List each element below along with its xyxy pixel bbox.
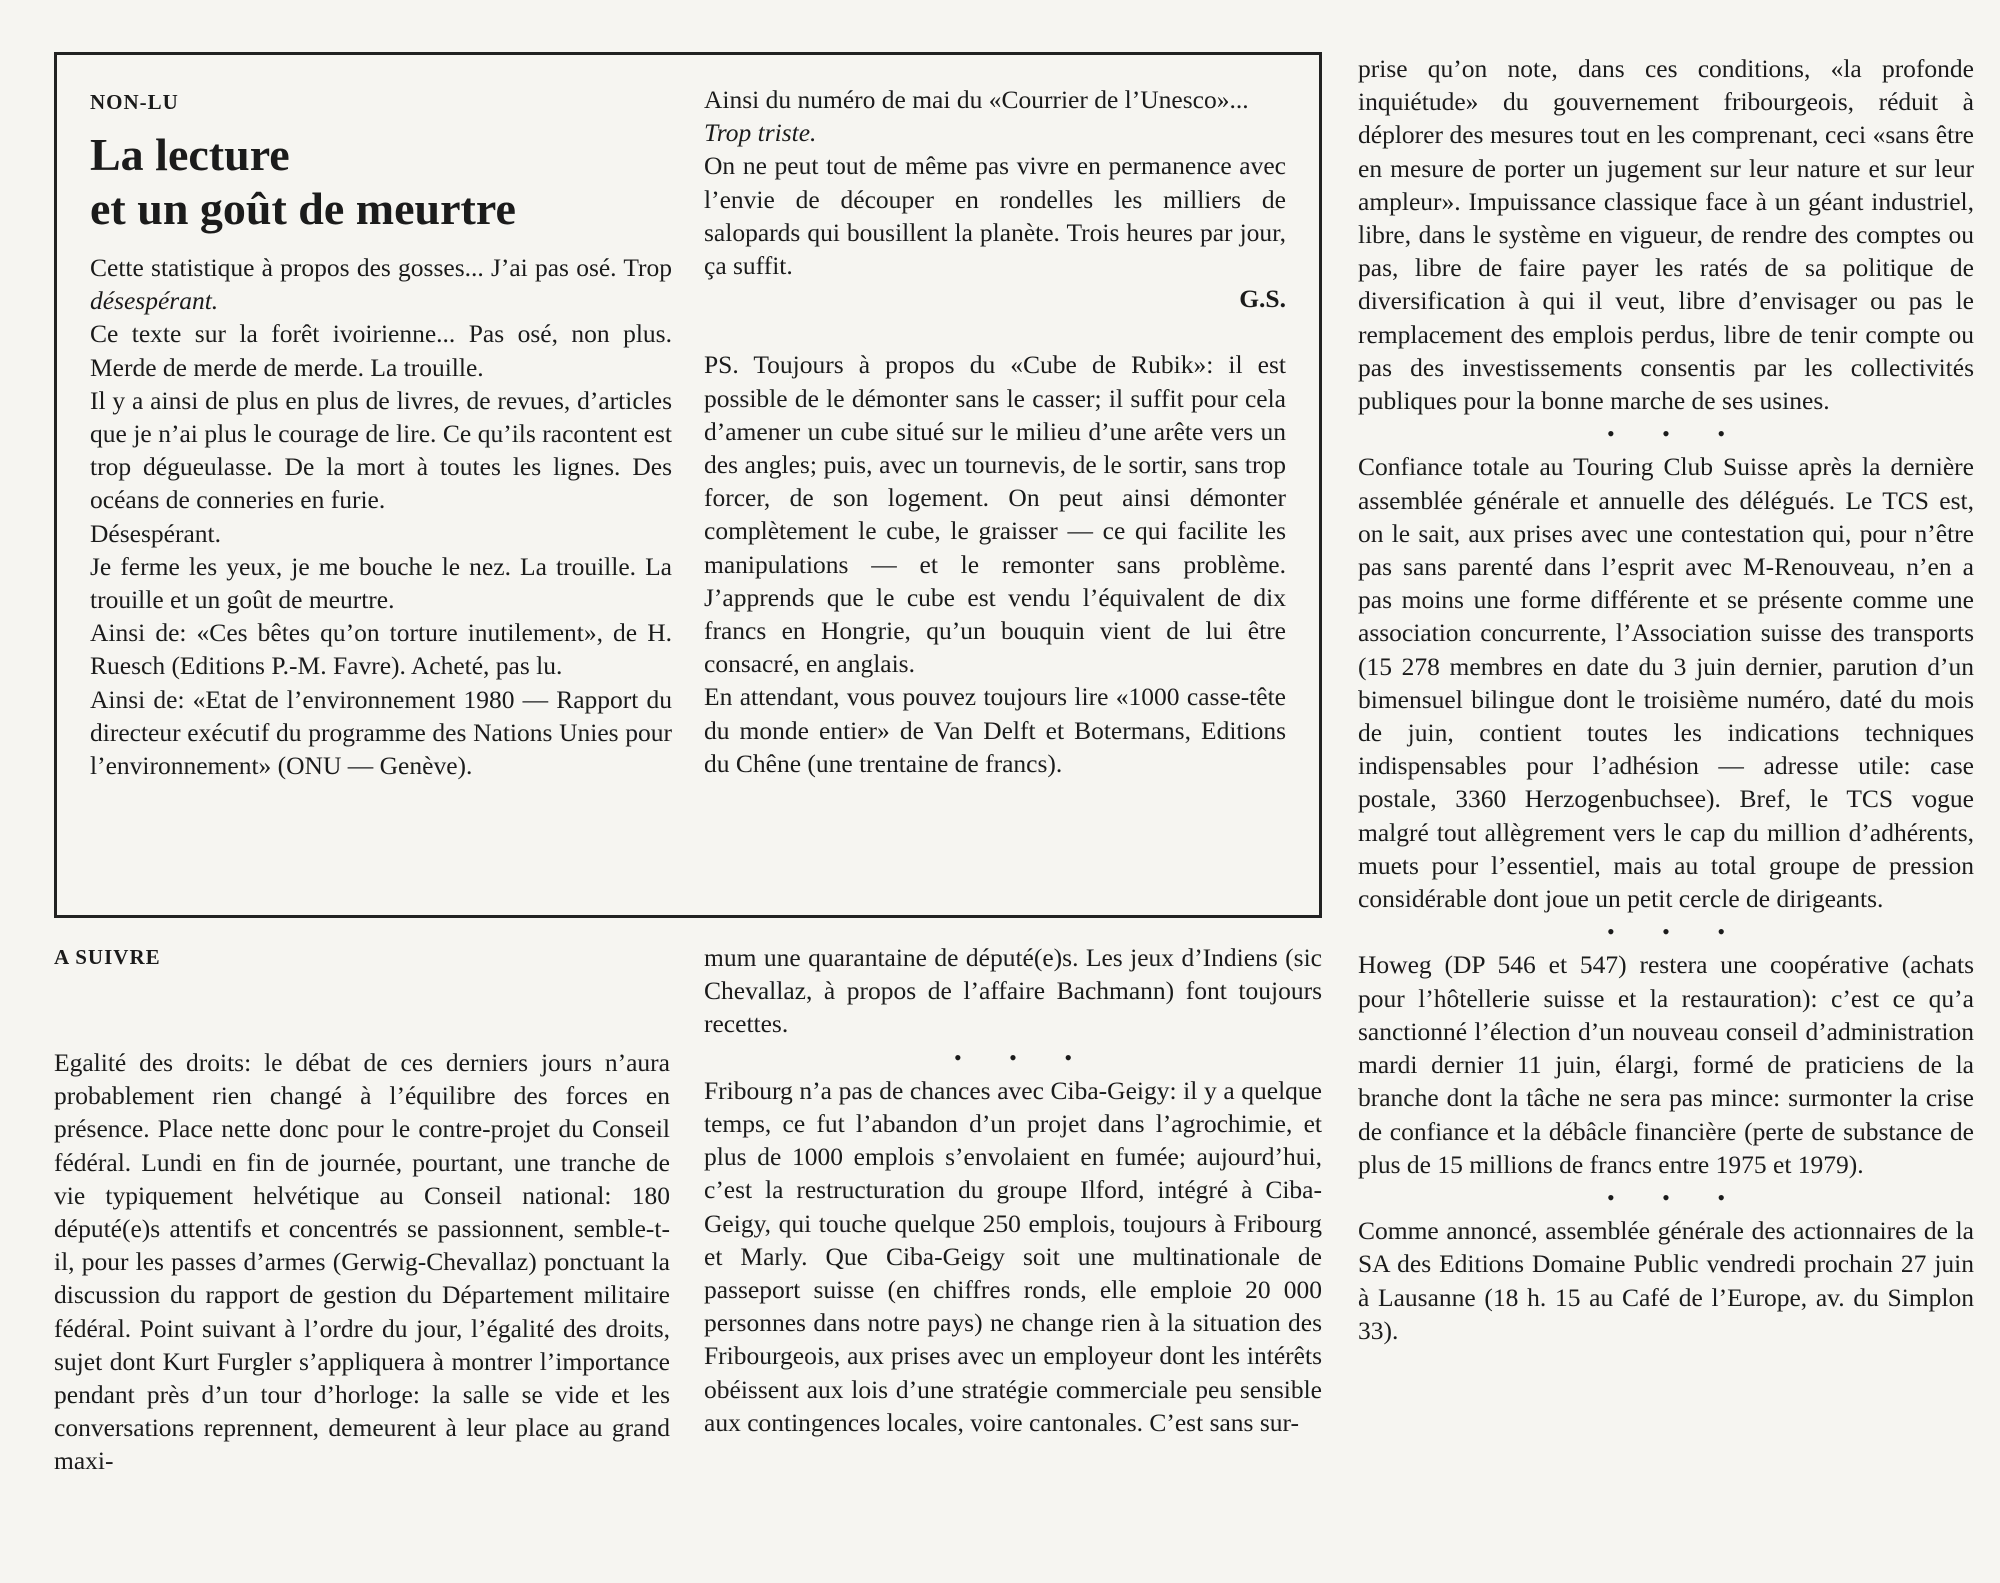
asuivre-col3-paragraph-d: Comme annoncé, assemblée générale des actionnaires de la SA des Editions Domaine Public vendredi prochain 27 juin à Lausanne (18 h. 15 au Café de l’Europe, av. du Simplon 33). <box>1358 1216 1974 1345</box>
nonlu-ps-2: En attendant, vous pouvez toujours lire «1000 casse-tête du monde entier» de Van Delft et Botermans, Editions du Chêne (une trentaine de francs). <box>704 682 1286 778</box>
separator-stars: • • • <box>1606 919 1726 945</box>
headline-line-1: La lecture <box>90 129 290 180</box>
nonlu-paragraph-7: Ainsi de: «Etat de l’environnement 1980 — Rapport du directeur exécutif du programme des Nations Unies pour l’environnement» (ONU — Genève). <box>90 684 672 781</box>
nonlu-ps-1: PS. Toujours à propos du «Cube de Rubik»: il est possible de le démonter sans le casser; il suffit pour cela d’amener un cube situé sur le milieu d’une arête vers un des angles; puis, avec un tournevis, de le sortir, sans trop forcer, de son logement. On peut ainsi démonter complètement le cube, le graisser — ce qui facilite les manipulations — et le remonter sans problème. J’apprends que le cube est vendu l’équivalent de dix francs en Hongrie, qu’un bouquin vient de lui être consacré, en anglais. <box>704 350 1286 679</box>
nonlu-paragraph-1 <box>90 251 672 317</box>
nonlu-paragraph-4: Désespérant. <box>90 518 221 548</box>
asuivre-column-2 <box>704 941 1322 1439</box>
nonlu-paragraph-10: On ne peut tout de même pas vivre en permanence avec l’envie de découper en rondelles les milliers de salopards qui bousillent la planète. Trois heures par jour, ça suffit. <box>704 151 1286 281</box>
separator-stars: • • • <box>1606 1184 1726 1210</box>
nonlu-column-2 <box>704 83 1286 780</box>
asuivre-col3-paragraph-c: Howeg (DP 546 et 547) restera une coopérative (achats pour l’hôtellerie suisse et la restauration): c’est ce qu’a sanctionné l’élection d’un nouveau conseil d’administration mardi dernier 11 juin, élargi, formé de praticiens de la branche dont la tâche ne sera pas mince: surmonter la crise de confiance et la débâcle financière (perte de substance de plus de 15 millions de francs entre 1975 et 1979). <box>1358 950 1974 1179</box>
nonlu-paragraph-9 <box>704 116 1286 149</box>
nonlu-kicker: NON-LU <box>90 90 179 114</box>
nonlu-paragraph-3: Il y a ainsi de plus en plus de livres, de revues, d’articles que je n’ai plus le courage de lire. Ce qu’ils racontent est trop dégueulasse. De la mort à toutes les lignes. Des océans de conneries en furie. <box>90 385 672 515</box>
headline-line-2: et un goût de meurtre <box>90 183 516 234</box>
separator-stars: • • • <box>1606 421 1726 447</box>
p1-emphasis: désespérant. <box>90 286 219 316</box>
asuivre-kicker: A SUIVRE <box>54 945 161 969</box>
asuivre-column-3 <box>1358 52 1974 1347</box>
nonlu-signature: G.S. <box>1239 284 1286 314</box>
asuivre-col3-paragraph-a: prise qu’on note, dans ces conditions, «la profonde inquiétude» du gouvernement fribourgeois, réduit à déplorer des mesures tout en les comprenant, ceci «sans être en mesure de porter un jugement sur leur nature et sur leur ampleur». Impuissance classique face à un géant industriel, libre, dans le système en vigueur, de rendre des comptes ou pas, libre de faire payer les ratés de sa politique de diversification à qui il veut, libre d’envisager ou pas le remplacement des emplois perdus, libre de tenir compte ou pas des investissements consentis par les collectivités publiques pour la bonne marche de ses usines. <box>1358 54 1974 416</box>
p9-emphasis: Trop triste. <box>704 118 817 148</box>
asuivre-column-1 <box>54 1046 670 1478</box>
nonlu-paragraph-6: Ainsi de: «Ces bêtes qu’on torture inutilement», de H. Ruesch (Editions P.-M. Favre). Acheté, pas lu. <box>90 618 672 681</box>
asuivre-col3-paragraph-b: Confiance totale au Touring Club Suisse après la dernière assemblée générale et annuelle des délégués. Le TCS est, on le sait, aux prises avec une contestation qui, pour n’être pas sans parenté dans l’esprit avec M-Renouveau, n’en a pas moins une forme différente et se présente comme une association concurrente, l’Association suisse des transports (15 278 membres en date du 3 juin dernier, parution d’un bimensuel bilingue dont le troisième numéro, daté du mois de juin, contient toutes les indications techniques indispensables pour l’adhésion — adresse utile: case postale, 3360 Herzogenbuchsee). Bref, le TCS vogue malgré tout allègrement vers le cap du million d’adhérents, muets pour l’essentiel, mais au total groupe de pression considérable dont joue un petit cercle de dirigeants. <box>1358 452 1974 914</box>
nonlu-paragraph-2: Ce texte sur la forêt ivoirienne... Pas osé, non plus. Merde de merde de merde. La trouille. <box>90 319 672 382</box>
nonlu-column-1 <box>90 251 672 782</box>
asuivre-col2-paragraph-b: Fribourg n’a pas de chances avec Ciba-Geigy: il y a quelque temps, ce fut l’abandon d’un projet dans l’agrochimie, et plus de 1000 emplois s’envolaient en fumée; aujourd’hui, c’est la restructuration du groupe Ilford, intégré à Ciba-Geigy, qui touche quelque 250 emplois, toujours à Fribourg et Marly. Que Ciba-Geigy soit une multinationale de passeport suisse (en chiffres ronds, elle emploie 20 000 personnes dans notre pays) ne change rien à la situation des Fribourgeois, aux prises avec un employeur dont les intérêts obéissent aux lois d’une stratégie commerciale peu sensible aux contingences locales, voire cantonales. C’est sans sur- <box>704 1075 1322 1437</box>
nonlu-paragraph-5: Je ferme les yeux, je me bouche le nez. La trouille. La trouille et un goût de meurtre. <box>90 551 672 615</box>
nonlu-paragraph-8: Ainsi du numéro de mai du «Courrier de l’Unesco»... <box>704 85 1249 114</box>
asuivre-col2-paragraph-a: mum une quarantaine de député(e)s. Les jeux d’Indiens (sic Chevallaz, à propos de l’affaire Bachmann) font toujours recettes. <box>704 943 1322 1039</box>
separator-stars: • • • <box>953 1044 1073 1070</box>
nonlu-headline <box>90 128 710 236</box>
asuivre-col1-paragraph: Egalité des droits: le débat de ces derniers jours n’aura probablement rien changé à l’équilibre des forces en présence. Place nette donc pour le contre-projet du Conseil fédéral. Lundi en fin de journée, pourtant, une tranche de vie typiquement helvétique au Conseil national: 180 député(e)s attentifs et concentrés se passionnent, semble-t-il, pour les passes d’armes (Gerwig-Chevallaz) ponctuant la discussion du rapport de gestion du Département militaire fédéral. Point suivant à l’ordre du jour, l’égalité des droits, sujet dont Kurt Furgler s’appliquera à montrer l’importance pendant près d’un tour d’horloge: la salle se vide et les conversations reprennent, demeurent à leur place au grand maxi- <box>54 1048 670 1476</box>
p1-text: Cette statistique à propos des gosses... J’ai pas osé. Trop <box>90 253 672 282</box>
